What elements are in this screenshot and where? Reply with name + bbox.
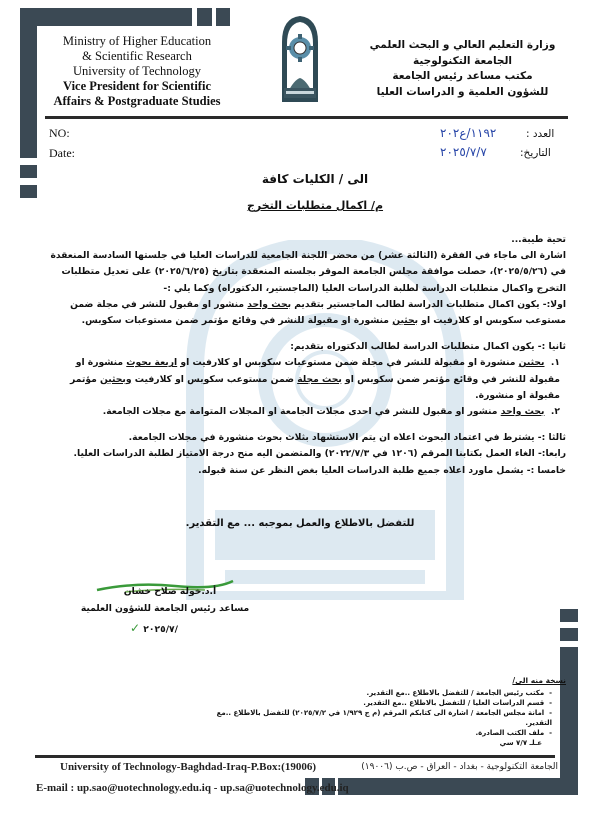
third-clause: ثالثا :- يشترط في اعتماد البحوث اعلاه ان يتم الاستشهاد بثلاث بحوث منشورة في مجلات الجامعة. — [128, 432, 566, 444]
signature-date: ✓ ٢٠٢٥/٧/ — [130, 621, 179, 635]
copy-item: - امانة مجلس الجامعة / اشارة الى كتابكم المرقم (م ج ١/٩٢٩ في ٢٠٢٥/٧/٢) للتفضل بالاطلاع ..مع التقدير. — [216, 709, 552, 727]
fourth-clause: رابعا:- الغاء العمل بكتابنا المرقم (١٢٠٦ في ٢٠٢٢/٧/٣) والمتضمن اليه منح درجة الامتياز لطلبة الدراسات العليا. — [73, 448, 566, 460]
first-clause: اولا:- يكون اكمال متطلبات الدراسة لطالب الماجستير بتقديم بحث واحد منشور او مقبول للنشر في مجلة ضمن مستوعب سكوبس او كلارفيت او بحثين منشورة او مقبولة للنشر في وقائع مؤتمر ضمن مستوعبات سكوبس. — [70, 298, 566, 327]
header-vice-president: Vice President for Scientific — [63, 79, 211, 93]
copy-item: - ملف الكتب الصادرة. — [475, 729, 552, 737]
intro-paragraph: اشارة الى ماجاء في الفقرة (الثالثة عشر) من محضر اللجنة الجامعية للدراسات العليا في جلستها السادسة المنعقدة في (٢٠٢٥/٥/٢٦)، حصلت موافقة مجلس الجامعة الموقر بجلسته المنعقدة بتاريخ (٢٠٢٥/٦/٢٥) على تعديل متطلبات التخرج واكمال متطلبات الدراسة لطلبة الدراسات العليا (الماجستير، الدكتوراه) وكما يلي :- — [50, 250, 566, 294]
copies-heading: نسخة منه الى/ — [512, 676, 566, 685]
frame-left-square-2 — [20, 185, 37, 198]
date-label-ar: التاريخ: — [520, 147, 551, 159]
header-ar-office: مكتب مساعد رئيس الجامعة — [392, 70, 533, 82]
header-affairs: Affairs & Postgraduate Studies — [53, 94, 221, 108]
signatory-name: أ.د.خولة صلاح خشان — [123, 586, 217, 597]
header-university: University of Technology — [72, 64, 202, 78]
frame-top-square-2 — [216, 8, 230, 26]
check-mark-icon: ✓ — [130, 621, 141, 635]
frame-left-bar — [20, 8, 37, 158]
number-label-en: NO: — [49, 126, 70, 140]
header-divider — [45, 116, 568, 119]
second-clause-item-1: ١. بحثين منشورة او مقبولة للنشر في مجلة ضمن مستوعبات سكوبس او كلارفيت او اربعة بحوث منشورة او مقبولة للنشر في وقائع مؤتمر ضمن سكوبس او بحث مجلة ضمن مستوعب سكوبس او كلارفيت وبحثين مؤتمر مقبولة او منشورة. — [70, 357, 560, 401]
second-clause-item-2: ٢. بحث واحد منشور او مقبول للنشر في احدى مجلات الجامعة او المجلات المتوامة مع مجلات الجامعة. — [102, 406, 560, 418]
number-value: ١١٩٢/ع٢٠٢ — [440, 126, 497, 140]
header-ministry: Ministry of Higher Education — [62, 34, 212, 48]
date-value: ٢٠٢٥/٧/٧ — [440, 145, 487, 159]
subject: م/ اكمال متطلبات التخرج — [246, 199, 384, 212]
date-label-en: Date: — [49, 146, 75, 160]
university-logo-icon — [280, 14, 320, 104]
footer-divider — [35, 755, 555, 758]
frame-top-square-1 — [197, 8, 212, 26]
header-research: & Scientific Research — [82, 49, 192, 63]
copy-item: - مكتب رئيس الجامعة / للتفضل بالاطلاع ..مع التقدير. — [366, 689, 552, 697]
second-clause-heading: ثانيا :- يكون اكمال متطلبات الدراسة لطالب الدكتوراه بتقديم: — [290, 341, 566, 353]
frame-top-bar — [20, 8, 192, 26]
copy-item: - قسم الدراسات العليا / للتفضل بالاطلاع ..مع التقدير. — [363, 699, 552, 707]
signatory-title: مساعد رئيس الجامعة للشؤون العلمية — [80, 603, 250, 614]
closing-line: للتفضل بالاطلاع والعمل بموجبه ... مع التقدير. — [185, 518, 415, 529]
copies-list — [200, 676, 566, 748]
header-ar-ministry: وزارة التعليم العالي و البحث العلمي — [369, 39, 556, 51]
header-ar-affairs: للشؤون العلمية و الدراسات العليا — [376, 85, 549, 98]
footer-address-ar: الجامعة التكنولوجية - بغداد - العراق - ص.ب (١٩٠٠٦) — [361, 762, 558, 772]
frame-right-square-1 — [560, 609, 578, 622]
english-header — [52, 34, 222, 109]
frame-bottom-bar — [338, 778, 578, 795]
fifth-clause: خامسا :- يشمل ماورد اعلاه جميع طلبة الدراسات العليا بغض النظر عن سنة قبوله. — [198, 464, 566, 476]
greeting: تحية طيبة... — [511, 234, 566, 245]
frame-left-square-1 — [20, 165, 37, 178]
letter-body — [48, 232, 566, 479]
footer-email: E-mail : up.sao@uotechnology.edu.iq - up.sa@uotechnology.edu.iq — [36, 782, 349, 794]
arabic-header — [355, 38, 570, 100]
number-label-ar: العدد : — [526, 128, 555, 140]
initials: عـلـ ٧/٧ سي — [499, 739, 542, 747]
addressee: الى / الكليات كافة — [261, 172, 369, 186]
footer-address-en: University of Technology-Baghdad-Iraq-P.Box:(19006) — [60, 761, 316, 773]
header-ar-university: الجامعة التكنولوجية — [412, 54, 513, 67]
frame-right-square-2 — [560, 628, 578, 641]
